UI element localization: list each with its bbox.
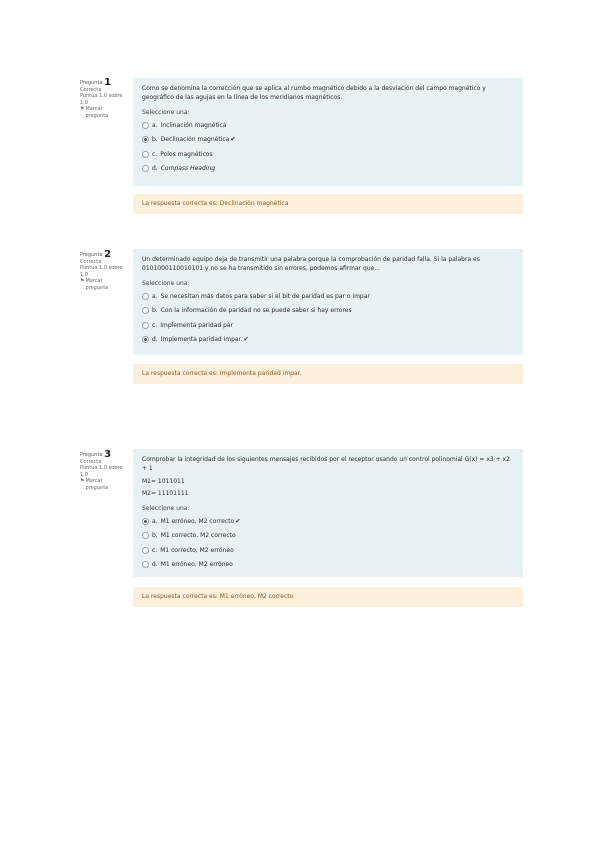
option-letter: c. xyxy=(152,321,158,329)
question-text: Comprobar la integridad de los siguientes mensajes recibidos por el receptor usando un control polinomial G(x) = x3 + x2 + 1 xyxy=(142,456,510,472)
radio-button[interactable] xyxy=(142,547,149,554)
question-text: Como se denomina la corrección que se aplica al rumbo magnético debido a la desviación del campo magnético y geográfico de las agujas en la línea de los meridianos magnéticos. xyxy=(142,85,486,101)
radio-button[interactable] xyxy=(142,165,149,172)
radio-button-selected[interactable] xyxy=(142,336,149,343)
option-letter: a. xyxy=(152,292,158,300)
radio-button[interactable] xyxy=(142,532,149,539)
radio-button[interactable] xyxy=(142,293,149,300)
radio-button[interactable] xyxy=(142,122,149,129)
answer-option-b[interactable] xyxy=(142,529,515,544)
question-grade: Puntúa 1,0 sobre 1,0 xyxy=(80,93,123,106)
option-label: Inclinación magnética xyxy=(160,121,227,129)
question-label: Pregunta xyxy=(80,452,103,458)
answer-option-c[interactable] xyxy=(142,318,515,333)
option-letter: c. xyxy=(152,150,158,158)
question-info-2 xyxy=(80,249,126,291)
correct-check-icon: ✔ xyxy=(235,516,241,525)
option-letter: b. xyxy=(152,532,158,540)
question-card-3 xyxy=(133,449,523,577)
correct-answer-text: La respuesta correcta es: Implementa paridad impar. xyxy=(142,370,302,377)
option-label: Se necesitan más datos para saber si el bit de paridad es par o impar xyxy=(160,292,370,300)
option-label: M1 erróneo, M2 correcto xyxy=(160,517,235,525)
answer-option-c[interactable] xyxy=(142,543,515,558)
answer-prompt: Seleccione una: xyxy=(142,109,190,116)
option-letter: a. xyxy=(152,517,158,525)
option-letter: c. xyxy=(152,546,158,554)
flag-icon: ⚑ xyxy=(80,278,85,284)
question-text: Un determinado equipo deja de transmitir una palabra porque la comprobación de paridad falla. Si la palabra es 0101000110010101 y no se ha transmitido sin errores, podemos afirmar que... xyxy=(142,256,480,272)
flag-question-link[interactable] xyxy=(80,478,126,491)
feedback-box-1 xyxy=(133,194,523,214)
answer-option-d[interactable] xyxy=(142,162,515,177)
correct-answer-text: La respuesta correcta es: Declinación magnética xyxy=(142,200,289,207)
question-card-1 xyxy=(133,78,523,186)
question-info-3 xyxy=(80,449,126,491)
option-letter: b. xyxy=(152,307,158,315)
option-label: M1 erróneo, M2 erróneo xyxy=(160,561,233,569)
answer-option-b[interactable] xyxy=(142,304,515,319)
radio-button[interactable] xyxy=(142,307,149,314)
radio-button[interactable] xyxy=(142,322,149,329)
flag-label: Marcar pregunta xyxy=(85,278,109,291)
correct-check-icon: ✔ xyxy=(243,335,249,344)
answer-option-a[interactable] xyxy=(142,118,515,133)
flag-label: Marcar pregunta xyxy=(85,106,109,119)
answer-option-b[interactable] xyxy=(142,133,515,148)
message-line-1: M1= 1011011 xyxy=(142,478,185,485)
correct-check-icon: ✔ xyxy=(230,135,236,144)
question-grade: Puntúa 1,0 sobre 1,0 xyxy=(80,465,123,478)
question-label: Pregunta xyxy=(80,252,103,258)
answer-prompt: Seleccione una: xyxy=(142,505,190,512)
question-number: 3 xyxy=(104,449,112,460)
option-label: Declinación magnética xyxy=(160,136,230,144)
answer-option-d[interactable] xyxy=(142,558,515,573)
radio-button[interactable] xyxy=(142,151,149,158)
option-letter: d. xyxy=(152,561,158,569)
flag-question-link[interactable] xyxy=(80,278,126,291)
option-letter: b. xyxy=(152,136,158,144)
question-card-2 xyxy=(133,249,523,355)
question-number: 1 xyxy=(104,77,112,88)
radio-button-selected[interactable] xyxy=(142,518,149,525)
question-grade: Puntúa 1,0 sobre 1,0 xyxy=(80,265,123,278)
flag-icon: ⚑ xyxy=(80,478,85,484)
answer-option-a[interactable] xyxy=(142,514,515,529)
radio-button[interactable] xyxy=(142,561,149,568)
feedback-box-2 xyxy=(133,364,523,384)
option-letter: d. xyxy=(152,336,158,344)
question-state: Correcta xyxy=(80,458,102,465)
question-label: Pregunta xyxy=(80,80,103,86)
option-letter: a. xyxy=(152,121,158,129)
answer-option-d[interactable] xyxy=(142,333,515,348)
question-state: Correcta xyxy=(80,258,102,265)
question-info-1 xyxy=(80,77,126,119)
flag-question-link[interactable] xyxy=(80,106,126,119)
correct-answer-text: La respuesta correcta es: M1 erróneo, M2 correcto xyxy=(142,593,294,600)
answer-option-a[interactable] xyxy=(142,289,515,304)
option-letter: d. xyxy=(152,165,158,173)
radio-button-selected[interactable] xyxy=(142,136,149,143)
option-label: Con la información de paridad no se puede saber si hay errores xyxy=(160,307,352,315)
option-label: Implementa paridad impar. xyxy=(160,336,243,344)
question-number: 2 xyxy=(104,249,112,260)
answer-option-c[interactable] xyxy=(142,147,515,162)
option-label: Implementa paridad par xyxy=(160,321,234,329)
option-label: Polos magnéticos xyxy=(160,150,213,158)
option-label: Compass Heading xyxy=(160,165,216,173)
option-label: M1 correcto, M2 correcto xyxy=(160,532,236,540)
answer-prompt: Seleccione una: xyxy=(142,280,190,287)
option-label: M1 correcto, M2 erróneo xyxy=(160,546,234,554)
question-state: Correcta xyxy=(80,86,102,93)
message-line-2: M2= 11101111 xyxy=(142,490,189,497)
flag-label: Marcar pregunta xyxy=(85,478,109,491)
feedback-box-3 xyxy=(133,587,523,607)
flag-icon: ⚑ xyxy=(80,106,85,112)
